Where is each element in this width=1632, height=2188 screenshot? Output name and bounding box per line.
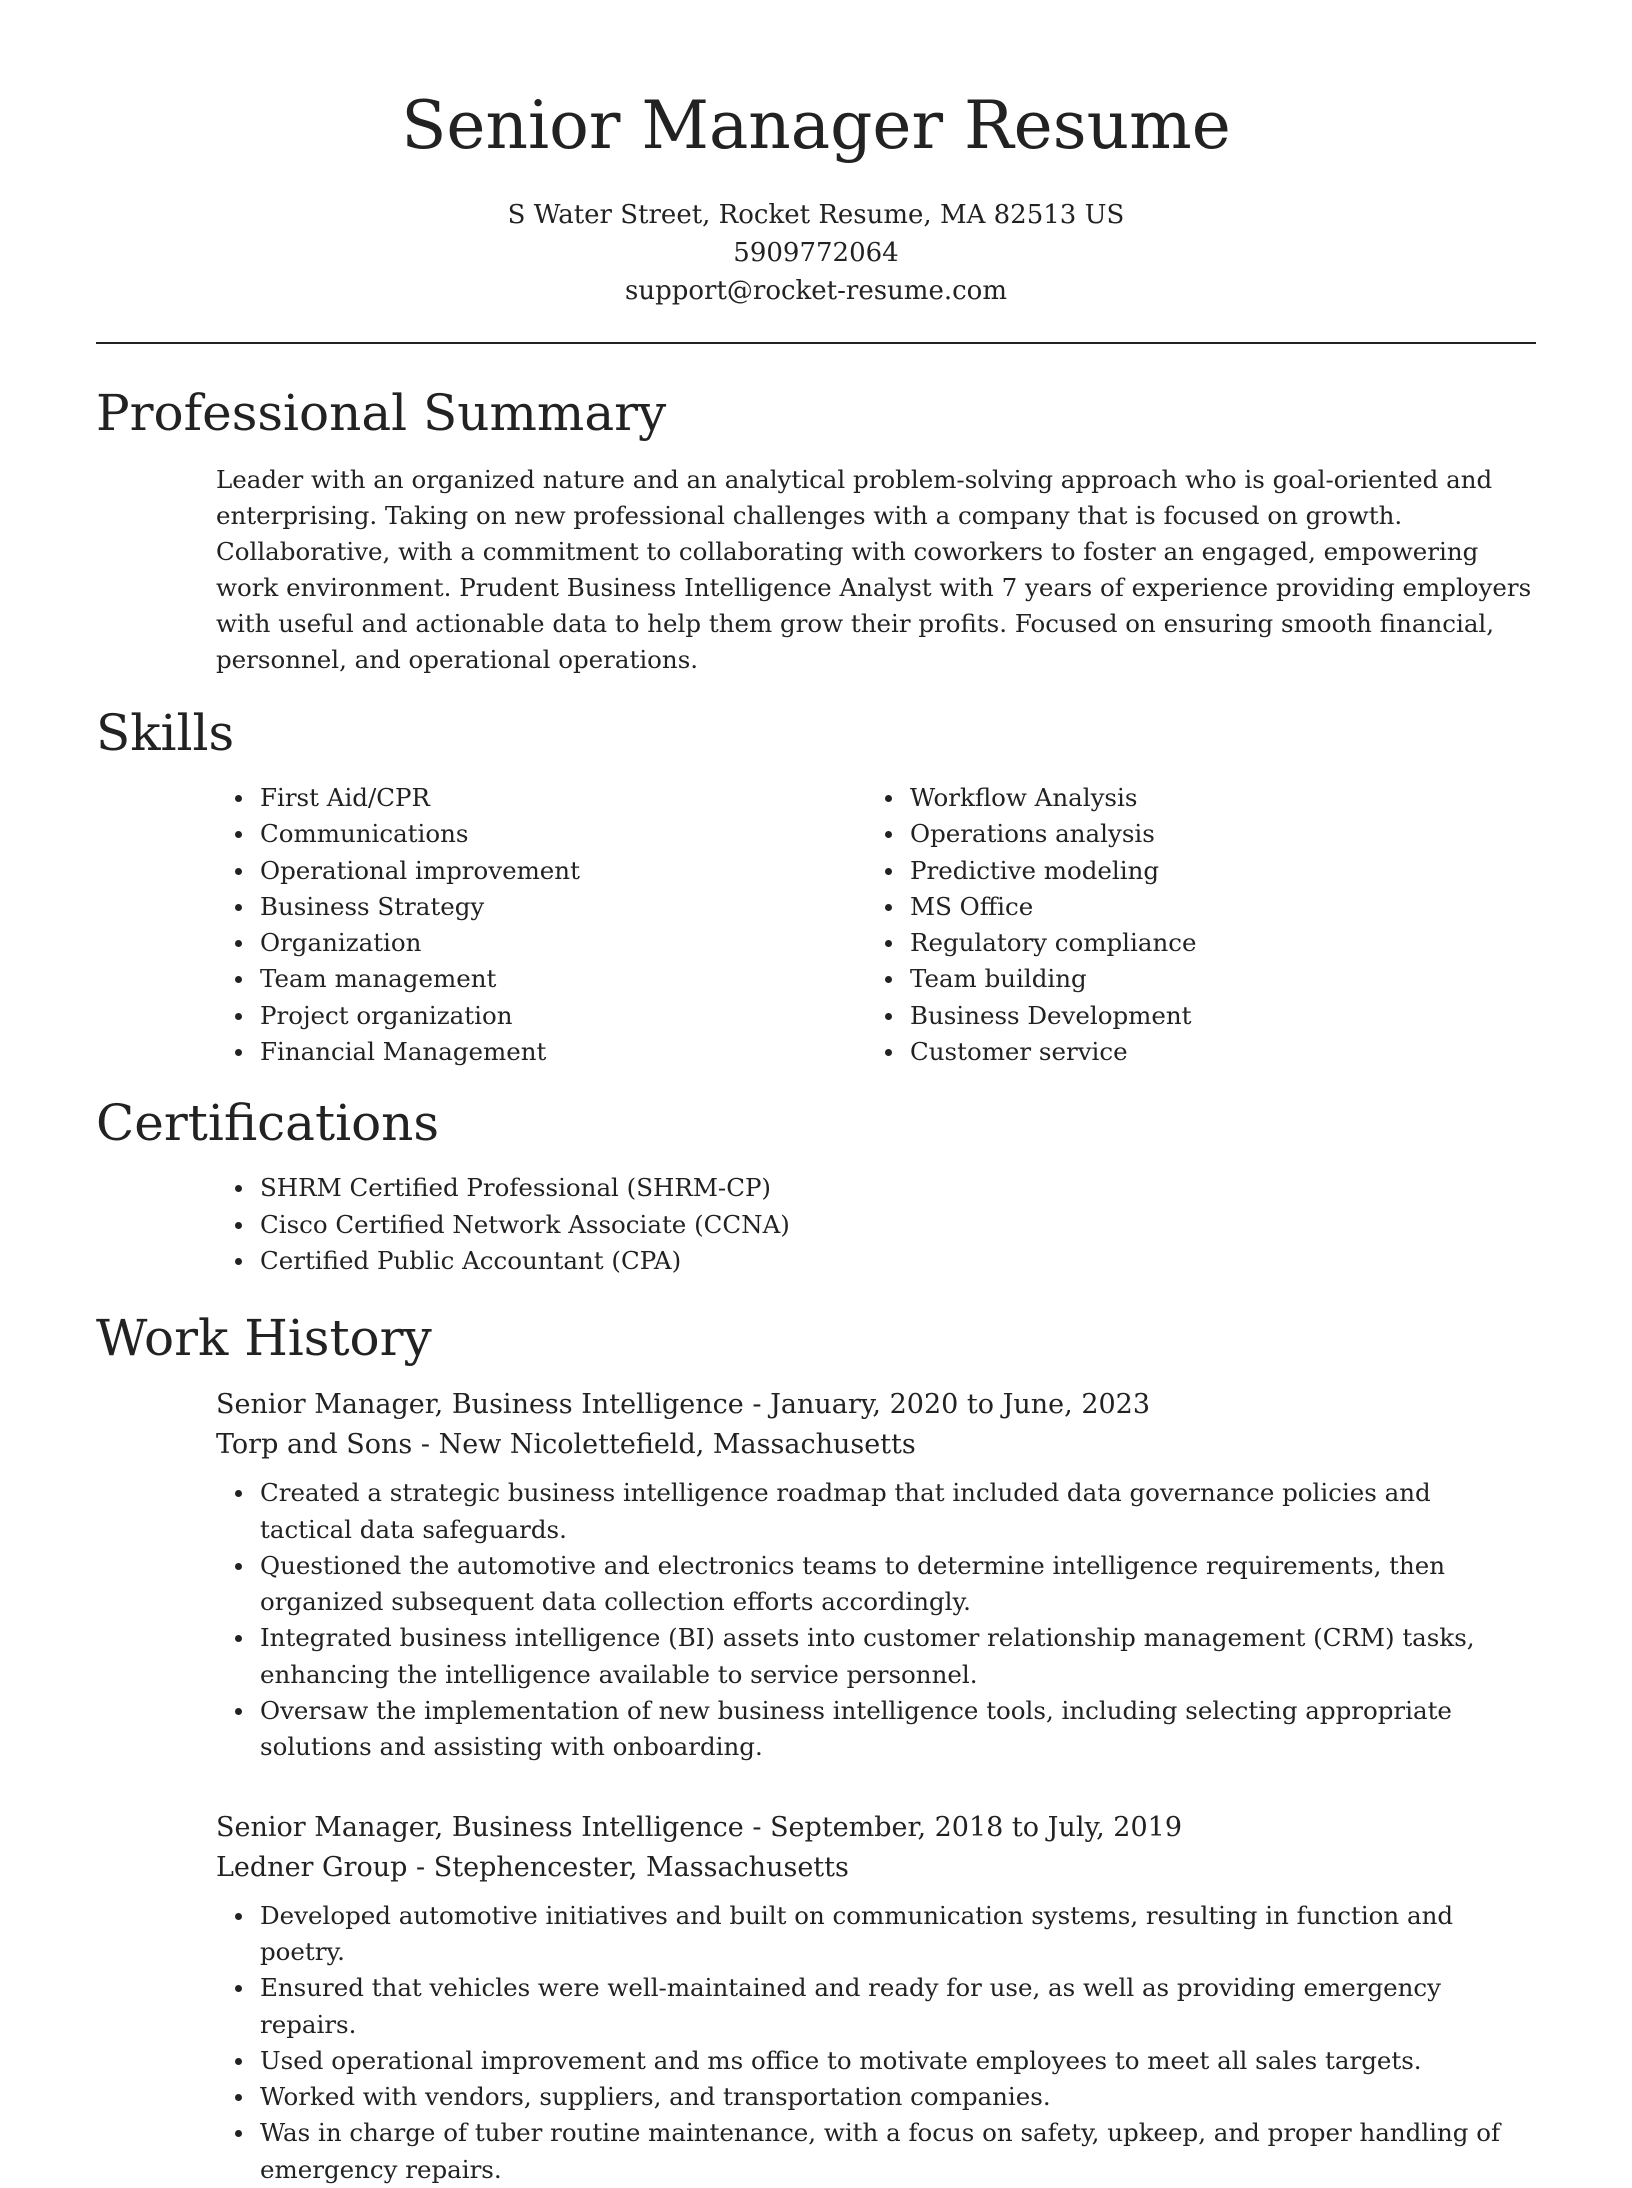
job-location: New Nicolettefield, Massachusetts: [438, 1429, 916, 1461]
skill-item: Operational improvement: [96, 853, 746, 889]
skill-item: Team building: [746, 961, 1396, 997]
resume-title: Senior Manager Resume: [401, 87, 1231, 164]
job-bullet: Was in charge of tuber routine maintenance, with a focus on safety, upkeep, and proper handling of emergency repairs.: [96, 2115, 1536, 2188]
skill-item: Communications: [96, 816, 746, 852]
skill-item: Project organization: [96, 998, 746, 1034]
job-title-line: [216, 1385, 1536, 1425]
job-bullet: Questioned the automotive and electronics teams to determine intelligence requirements, then organized subsequent data collection efforts accordingly.: [96, 1548, 1536, 1621]
skill-item: Financial Management: [96, 1034, 746, 1070]
certifications-list: [96, 1170, 1536, 1279]
skills-heading: Skills: [96, 704, 235, 762]
certification-item: Cisco Certified Network Associate (CCNA): [96, 1207, 1536, 1243]
job-bullet: Used operational improvement and ms office to motivate employees to meet all sales targets.: [96, 2043, 1536, 2079]
skill-item: MS Office: [746, 889, 1396, 925]
separator: -: [412, 1429, 439, 1461]
separator: -: [743, 1811, 771, 1843]
resume-page: [96, 0, 1536, 2188]
skill-item: Customer service: [746, 1034, 1396, 1070]
contact-info: [96, 196, 1536, 310]
separator: -: [743, 1389, 771, 1421]
skill-item: Regulatory compliance: [746, 925, 1396, 961]
job-bullet: Developed automotive initiatives and built on communication systems, resulting in function and poetry.: [96, 1898, 1536, 1971]
work-history-heading: Work History: [96, 1309, 432, 1368]
job-title-line: [216, 1808, 1536, 1848]
phone: 5909772064: [733, 238, 899, 268]
skill-item: Organization: [96, 925, 746, 961]
skills-column-left: [96, 780, 746, 1070]
job-bullet: Oversaw the implementation of new business intelligence tools, including selecting appropriate solutions and assisting with onboarding.: [96, 1693, 1536, 1766]
job-company-line: [216, 1848, 1536, 1888]
skill-item: Business Strategy: [96, 889, 746, 925]
job-company: Torp and Sons: [216, 1429, 413, 1461]
job-title: Senior Manager, Business Intelligence: [216, 1389, 744, 1421]
certification-item: Certified Public Accountant (CPA): [96, 1243, 1536, 1279]
skill-item: Predictive modeling: [746, 853, 1396, 889]
certifications-heading: Certifications: [96, 1094, 440, 1153]
job-entry: [96, 1385, 1536, 1765]
summary-text: Leader with an organized nature and an analytical problem-solving approach who is goal-oriented and enterprising. Taking on new professional challenges with a company that is focused on growth. Collaborative, with a commitment to collaborating with coworkers to foster an engaged, empowering work environment. Prudent Business Intelligence Analyst with 7 years of experience providing employers with useful and actionable data to help them grow their profits. Focused on ensuring smooth financial, personnel, and operational operations.: [216, 465, 1532, 674]
skill-item: First Aid/CPR: [96, 780, 746, 816]
skill-item: Team management: [96, 961, 746, 997]
job-title: Senior Manager, Business Intelligence: [216, 1811, 744, 1843]
skill-item: Workflow Analysis: [746, 780, 1396, 816]
job-entry: [96, 1808, 1536, 2188]
job-dates: January, 2020 to June, 2023: [770, 1389, 1151, 1421]
job-bullet: Worked with vendors, suppliers, and transportation companies.: [96, 2079, 1536, 2115]
email: support@rocket-resume.com: [624, 276, 1007, 306]
job-location: Stephencester, Massachusetts: [433, 1851, 849, 1883]
certification-item: SHRM Certified Professional (SHRM-CP): [96, 1170, 1536, 1206]
job-company: Ledner Group: [216, 1851, 408, 1883]
job-bullets: [96, 1898, 1536, 2188]
job-bullet: Ensured that vehicles were well-maintained and ready for use, as well as providing emergency repairs.: [96, 1970, 1536, 2043]
skill-item: Operations analysis: [746, 816, 1396, 852]
job-company-line: [216, 1425, 1536, 1465]
skills-column-right: [746, 780, 1396, 1070]
header-divider: [96, 342, 1536, 344]
summary-heading: Professional Summary: [96, 384, 667, 442]
address: S Water Street, Rocket Resume, MA 82513 US: [507, 200, 1125, 230]
job-bullets: [96, 1475, 1536, 1765]
job-bullet: Integrated business intelligence (BI) assets into customer relationship management (CRM) tasks, enhancing the intelligence available to service personnel.: [96, 1620, 1536, 1693]
job-dates: September, 2018 to July, 2019: [770, 1811, 1182, 1843]
skill-item: Business Development: [746, 998, 1396, 1034]
separator: -: [407, 1851, 434, 1883]
job-bullet: Created a strategic business intelligence roadmap that included data governance policies and tactical data safeguards.: [96, 1475, 1536, 1548]
skills-list: [96, 780, 1536, 1070]
